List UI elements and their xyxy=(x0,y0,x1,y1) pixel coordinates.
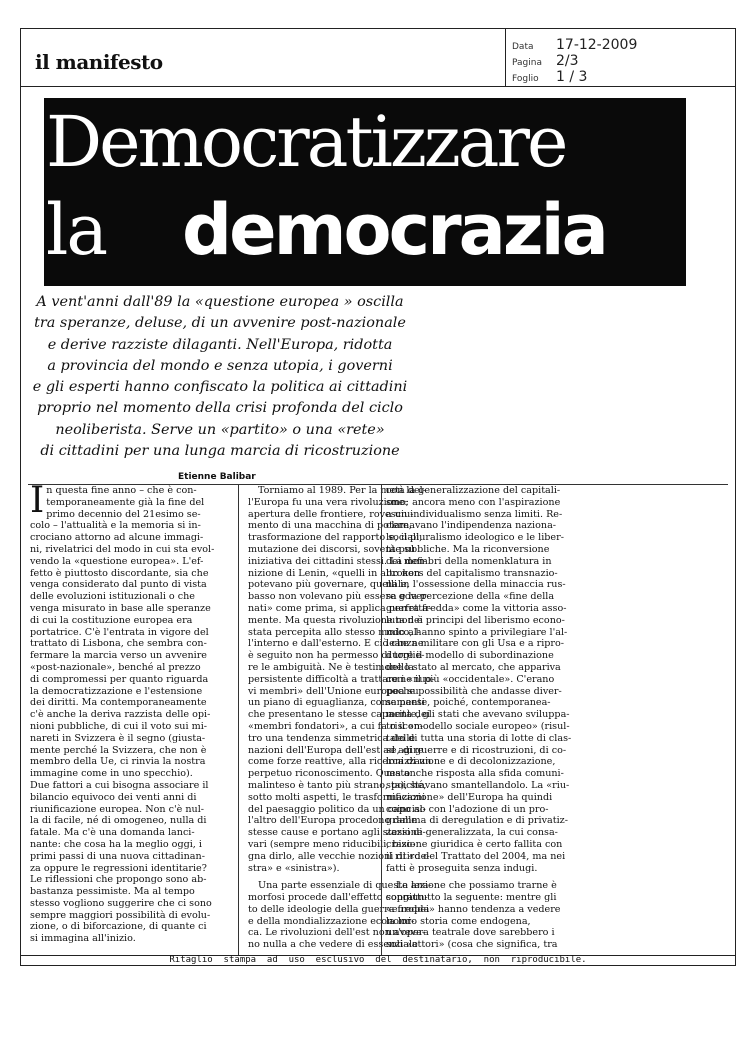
text-line: mico, hanno spinto a privilegiare l'al- xyxy=(386,626,568,638)
text-line: colo – l'attualità e la memoria si in- xyxy=(30,520,201,532)
text-line: del paesaggio politico da un capo al- xyxy=(248,803,426,815)
text-line: dei membri della nomenklatura in xyxy=(386,555,552,567)
text-line: nioni pubbliche, di cui il voto sui mi- xyxy=(30,720,208,732)
text-line: immagine come in uno specchio). xyxy=(30,768,193,780)
text-line: samente, poiché, contemporanea- xyxy=(386,697,551,709)
text-line: se, di guerre e di ricostruzioni, di co- xyxy=(386,744,567,756)
text-line: Torniamo al 1989. Per la metà del- xyxy=(258,485,426,496)
text-line: guerra fredda» come la vittoria asso- xyxy=(386,602,567,614)
text-line: ma anche risposta alla sfida comuni- xyxy=(386,768,564,780)
text-line: primi passi di una nuova cittadinan- xyxy=(30,850,205,862)
text-line: coinciso con l'adozione di un pro- xyxy=(386,803,549,815)
header-meta-box xyxy=(506,28,736,86)
text-line: apertura delle frontiere, rovesciu- xyxy=(248,508,414,520)
text-line: di cui la costituzione europea era xyxy=(30,614,193,626)
text-line: za oppure le regressioni identitarie? xyxy=(30,862,207,874)
text-line: tro una tendenza simmetrica delle xyxy=(248,732,416,744)
text-line: l'altro dell'Europa procedono dalle xyxy=(248,815,417,827)
text-line: bastanza pessimiste. Ma al tempo xyxy=(30,886,195,898)
text-line: nazioni dell'Europa dell'est ad agire xyxy=(248,744,424,756)
text-line: un piano di eguaglianza, come paesi xyxy=(248,697,425,709)
text-line: n questa fine anno – che è con- xyxy=(46,485,197,496)
text-line: si immagina all'inizio. xyxy=(30,933,136,945)
text-line: perpetuo riconoscimento. Questo xyxy=(248,768,410,780)
text-line: la di facile, né di omogeneo, nulla di xyxy=(30,815,207,827)
text-line: «post-nazionale», benché al prezzo xyxy=(30,661,201,673)
text-line: trattato di Lisbona, che sembra con- xyxy=(30,638,207,650)
text-line: sotto molti aspetti, le trasformazioni xyxy=(248,791,426,803)
text-line: La lezione che possiamo trarne è xyxy=(396,880,557,892)
text-line: mento di una macchina di potere, xyxy=(248,520,412,532)
text-line: ni, rivelatrici del modo in cui sta evol- xyxy=(30,543,215,555)
meta-sheet xyxy=(512,66,587,85)
article-column-2 xyxy=(248,485,435,951)
text-line: sempre maggiori possibilità di evolu- xyxy=(30,909,211,921)
text-line: no nulla a che vedere di essenziale xyxy=(248,939,418,951)
text-line: persistente difficoltà a trattare i «nuo- xyxy=(248,673,435,685)
text-line: venga misurato in base alle speranze xyxy=(30,602,211,614)
article-column-3 xyxy=(386,485,586,951)
text-line: è seguito non ha permesso di toglie- xyxy=(248,650,425,662)
text-line: nizione di Lenin, «quelli in alto non xyxy=(248,567,420,579)
text-line: basso non volevano più essere gover- xyxy=(248,591,430,603)
text-line: mente, gli stati che avevano sviluppa- xyxy=(386,709,570,721)
page-value: 2/3 xyxy=(556,53,579,69)
text-line: venga considerato dal punto di vista xyxy=(30,579,207,591)
text-line: membro della Ue, ci rinvia la nostra xyxy=(30,756,206,768)
deck-line: A vent'anni dall'89 la «questione europea » oscilla xyxy=(36,294,404,310)
text-line: to il «modello sociale europeo» (risul- xyxy=(386,720,570,732)
headline-line-2-bold: democrazia xyxy=(182,189,606,271)
text-line: ca. Le rivoluzioni dell'est non aveva- xyxy=(248,927,426,939)
text-line: luta dei principi del liberismo econo- xyxy=(386,614,565,626)
footer-disclaimer: Ritaglio stampa ad uso esclusivo del destinatario, non riproducibile. xyxy=(169,955,587,965)
text-line: come forze reattive, alla ricerca di un xyxy=(248,756,432,768)
text-line: durre il modello di subordinazione xyxy=(386,650,554,662)
text-line: gna dirlo, alle vecchie nozioni di «de- xyxy=(248,850,430,862)
text-line: malinteso è tanto più strano, poiché, xyxy=(248,779,427,791)
text-line: fatti è proseguita senza indugi. xyxy=(386,862,538,874)
text-line: il ritiro del Trattato del 2004, ma nei xyxy=(386,850,566,862)
headline-line-2-light: la xyxy=(46,189,107,271)
text-line: gramma di deregulation e di privatiz- xyxy=(386,815,568,827)
text-line: iniziativa dei cittadini stessi. La defi- xyxy=(248,555,427,567)
byline: Etienne Balibar xyxy=(178,472,256,482)
text-line: nareti in Svizzera è il segno (giusta- xyxy=(30,732,206,744)
header-divider xyxy=(20,86,736,87)
text-line: trasformazione del rapporto sociali, xyxy=(248,532,423,544)
text-line: fetto è piuttosto discordante, sia che xyxy=(30,567,209,579)
text-line: fatale. Ma c'è una domanda lanci- xyxy=(30,827,195,839)
text-line: nante: che cosa ha la meglio oggi, i xyxy=(30,838,202,850)
text-line: come il più «occidentale». C'erano xyxy=(386,673,555,685)
headline-line-1: Democratizzare xyxy=(46,101,566,183)
deck-line: e derive razziste dilaganti. Nell'Europa, ridotta xyxy=(47,336,393,353)
page-label: Pagina xyxy=(512,58,542,68)
text-line: stesse cause e portano agli stessi di- xyxy=(248,827,426,839)
sheet-value: 1 / 3 xyxy=(556,69,588,85)
text-line: un'opera teatrale dove sarebbero i xyxy=(386,927,555,939)
text-line: brokers del capitalismo transnazio- xyxy=(386,567,558,579)
text-line: Le riflessioni che propongo sono ab- xyxy=(30,874,207,886)
header-masthead-box xyxy=(20,28,506,86)
text-line: re le ambiguità. Ne è testimone la xyxy=(248,661,414,673)
text-line: portatrice. C'è l'entrata in vigore del xyxy=(30,626,209,638)
text-line: zione, o di biforcazione, di quante ci xyxy=(30,921,207,933)
text-line: bilancio equivoco dei venti anni di xyxy=(30,791,197,803)
text-line: con la generalizzazione del capitali- xyxy=(386,485,561,496)
text-line: smo; ancora meno con l'aspirazione xyxy=(386,496,561,508)
text-line: fermare la marcia verso un avvenire xyxy=(30,650,207,662)
text-line: Una parte essenziale di queste ana- xyxy=(258,880,432,892)
text-line: leanza militare con gli Usa e a ripro- xyxy=(386,638,565,650)
text-line: di compromessi per quanto riguarda xyxy=(30,673,209,685)
masthead: il manifesto xyxy=(35,50,163,74)
deck-line: tra speranze, deluse, di un avvenire post-nazionale xyxy=(34,315,406,332)
text-line: clamavano l'indipendenza naziona- xyxy=(386,520,557,532)
text-line: temporaneamente già la fine del xyxy=(46,496,205,508)
text-line: vi membri» dell'Unione europea su xyxy=(248,685,419,697)
text-line: dei diritti. Ma contemporaneamente xyxy=(30,697,207,709)
article-deck xyxy=(30,292,410,462)
drop-cap: I xyxy=(30,480,45,521)
text-line: vendo la «questione europea». L'ef- xyxy=(30,555,204,567)
text-line: stata percepita allo stesso modo al- xyxy=(248,626,421,638)
text-line: Due fattori a cui bisogna associare il xyxy=(30,779,209,791)
column-divider xyxy=(238,485,239,955)
text-line: primo decennio del 21esimo se- xyxy=(46,508,201,520)
deck-line: a provincia del mondo e senza utopia, i governi xyxy=(47,357,393,374)
headline xyxy=(44,98,686,286)
text-line: c'è anche la deriva razzista delle opi- xyxy=(30,709,211,721)
text-line: nati» come prima, si applica perfetta- xyxy=(248,602,432,614)
text-line: la loro storia come endogena, xyxy=(386,915,531,927)
text-line: sta), stavano smantellandolo. La «riu- xyxy=(386,779,570,791)
text-line: la democratizzazione e l'estensione xyxy=(30,685,203,697)
text-line: vari (sempre meno riducibili, biso- xyxy=(248,838,416,850)
text-line: delle evoluzioni istituzionali o che xyxy=(30,591,195,603)
text-line: tato di tutta una storia di lotte di clas- xyxy=(386,732,572,744)
text-line: le, il pluralismo ideologico e le liber- xyxy=(386,532,564,544)
text-line: potevano più governare, quelli in xyxy=(248,579,410,591)
text-line: crociano attorno ad alcune immagi- xyxy=(30,532,204,544)
text-line: riunificazione europea. Non c'è nul- xyxy=(30,803,205,815)
article-column-1 xyxy=(30,480,232,945)
text-line: crazione giuridica è certo fallita con xyxy=(386,838,563,850)
text-line: stesso vogliono suggerire che ci sono xyxy=(30,897,212,909)
text-line: mente perché la Svizzera, che non è xyxy=(30,744,207,756)
text-line: lonizzazione e di decolonizzazione, xyxy=(386,756,556,768)
text-line: «membri fondatori», a cui fa riscon- xyxy=(248,720,424,732)
text-line: «europei» hanno tendenza a vedere xyxy=(386,903,561,915)
deck-line: neoliberista. Serve un «partito» o una «rete» xyxy=(55,421,385,438)
text-line: zazione generalizzata, la cui consa- xyxy=(386,827,558,839)
text-line: sa e la percezione della «fine della xyxy=(386,591,555,603)
text-line: dello stato al mercato, che appariva xyxy=(386,661,561,673)
text-line: nale, l'ossessione della minaccia rus- xyxy=(386,579,566,591)
sheet-label: Foglio xyxy=(512,74,539,84)
text-line: a un individualismo senza limiti. Re- xyxy=(386,508,563,520)
text-line: l'interno e dall'esterno. E ciò che ne xyxy=(248,638,424,650)
text-line: stra» e «sinistra»). xyxy=(248,862,340,874)
text-line: to delle ideologie della guerra fredda xyxy=(248,903,430,915)
date-label: Data xyxy=(512,42,534,52)
text-line: mente. Ma questa rivoluzione non è xyxy=(248,614,423,626)
text-line: tà pubbliche. Ma la riconversione xyxy=(386,543,550,555)
date-value: 17-12-2009 xyxy=(556,37,638,53)
text-line: nificazione» dell'Europa ha quindi xyxy=(386,791,553,803)
text-line: soli «attori» (cosa che significa, tra xyxy=(386,939,558,951)
deck-line: proprio nel momento della crisi profonda del ciclo xyxy=(37,400,403,417)
deck-line: di cittadini per una lunga marcia di ricostruzione xyxy=(40,443,400,460)
text-line: l'Europa fu una vera rivoluzione: xyxy=(248,496,408,508)
column-divider xyxy=(381,485,382,955)
text-line: morfosi procede dall'effetto congiun- xyxy=(248,892,428,904)
text-line: poche possibilità che andasse diver- xyxy=(386,685,562,697)
text-line: e della mondializzazione economi- xyxy=(248,915,415,927)
text-line: che presentano le stesse capacità dei xyxy=(248,709,430,721)
text-line: soprattutto la seguente: mentre gli xyxy=(386,892,557,904)
text-line: mutazione dei discorsi, sovente su xyxy=(248,543,416,555)
deck-line: e gli esperti hanno confiscato la politica ai cittadini xyxy=(32,379,408,396)
